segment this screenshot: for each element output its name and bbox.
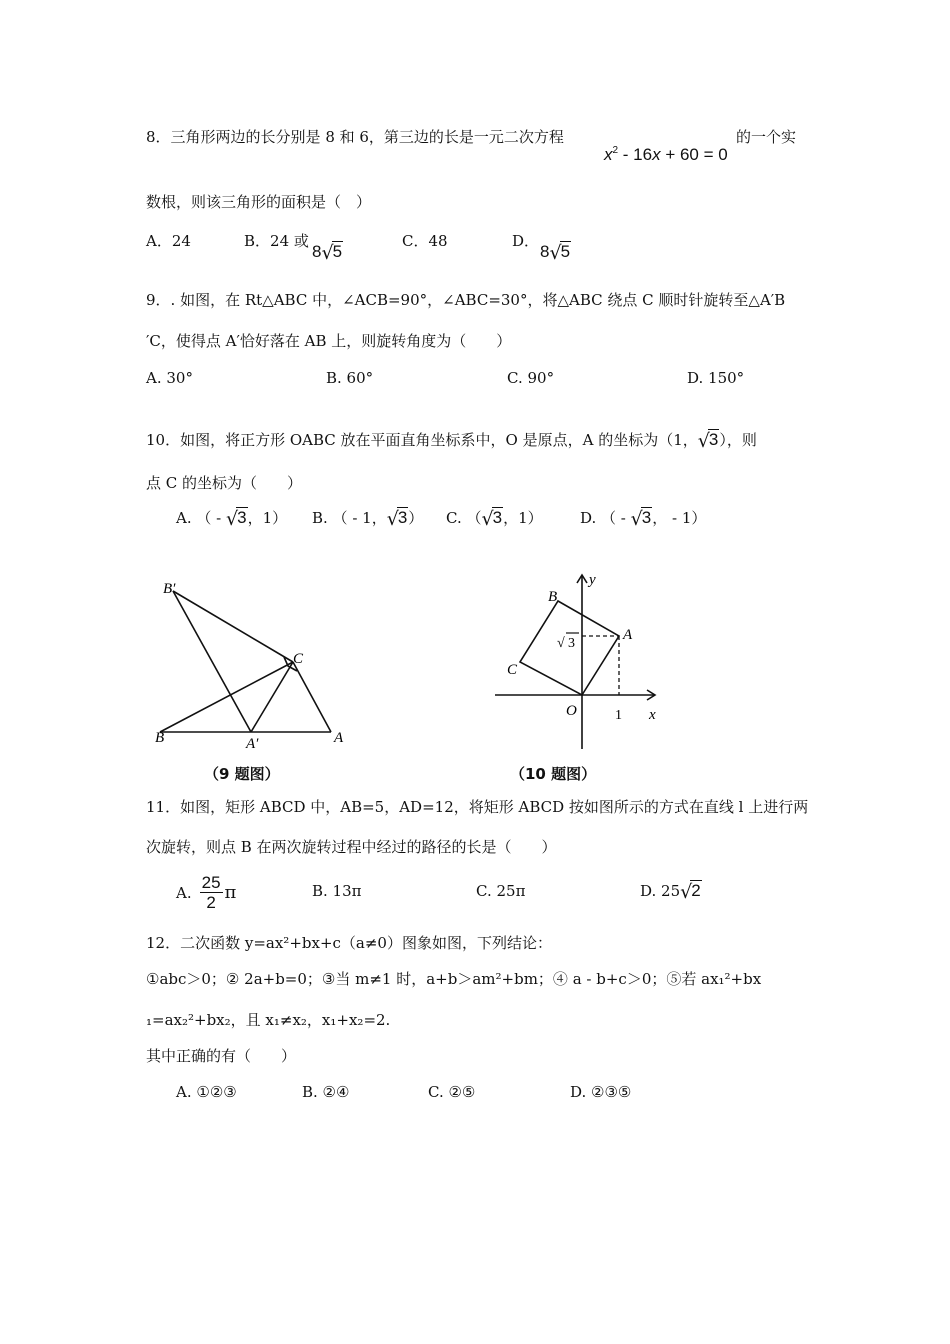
q8-option-b: B．24 或 [244, 232, 309, 250]
q8-option-d: D． [512, 232, 540, 250]
q10-line1: 10．如图，将正方形 OABC 放在平面直角坐标系中，O 是原点，A 的坐标为（1，√3），则 [146, 430, 757, 452]
fig10-label-c: C [507, 662, 518, 678]
fig9-line-b-c [160, 662, 293, 732]
q10-option-a: A. （ - √3，1） [176, 508, 288, 530]
fig9-caption: （9 题图） [204, 765, 280, 783]
fig9-label-a: A [334, 730, 344, 746]
q8-option-b-radical: 8√5 [312, 242, 343, 264]
fig10-label-a: A [623, 627, 633, 643]
fig9-label-c: C [293, 651, 304, 667]
fig10-label-1: 1 [615, 708, 622, 723]
q8-option-d-radical: 8√5 [540, 242, 571, 264]
fig9-label-aprime: A′ [246, 736, 259, 752]
q9-option-d: D. 150° [687, 369, 745, 387]
figure-10 [495, 567, 675, 752]
fig9-label-b: B [155, 730, 165, 746]
q11-line2: 次旋转，则点 B 在两次旋转过程中经过的路径的长是（ ） [146, 838, 557, 856]
fig10-sqrt-symbol: √ [557, 636, 565, 651]
q8-option-a: A．24 [146, 232, 191, 250]
q9-option-b: B. 60° [326, 369, 374, 387]
q10-line2: 点 C 的坐标为（ ） [146, 474, 303, 492]
q9-option-a: A. 30° [146, 369, 193, 387]
q9-line2: ′C，使得点 A′恰好落在 AB 上，则旋转角度为（ ） [146, 332, 512, 350]
fig9-line-bp-ap [173, 591, 251, 732]
q12-line2: ①abc＞0；② 2a+b=0；③当 m≠1 时，a+b＞am²+bm；④ a - b+c＞0；⑤若 ax₁²+bx [146, 970, 762, 988]
q10-option-d: D. （ - √3， - 1） [580, 508, 707, 530]
q12-option-c: C. ②⑤ [428, 1083, 476, 1101]
q8-option-c: C．48 [402, 232, 448, 250]
q12-option-a: A. ①②③ [176, 1083, 237, 1101]
q8-equation: $x^2 - 16x + 60 = 0$ [604, 145, 728, 164]
figure-9 [150, 575, 350, 755]
fig9-label-bprime: B′ [163, 581, 176, 597]
q12-line4: 其中正确的有（ ） [146, 1047, 297, 1065]
q11-option-b: B. 13π [312, 882, 362, 900]
fig10-label-o: O [566, 703, 577, 719]
fig10-label-y: y [589, 572, 596, 588]
fig10-label-b: B [548, 589, 558, 605]
q11-option-c: C. 25π [476, 882, 526, 900]
fig10-label-sqrt3: 3 [568, 636, 575, 651]
q12-line3: ₁=ax₂²+bx₂，且 x₁≠x₂，x₁+x₂=2. [146, 1011, 391, 1029]
q12-option-b: B. ②④ [302, 1083, 350, 1101]
q11-option-a: A. $\frac{25}{2}$ π [176, 873, 237, 912]
q8-text-a: 8．三角形两边的长分别是 8 和 6，第三边的长是一元二次方程 [146, 128, 564, 146]
q12-line1: 12．二次函数 y=ax²+bx+c（a≠0）图象如图，下列结论： [146, 934, 552, 952]
q12-option-d: D. ②③⑤ [570, 1083, 632, 1101]
q8-text-b: 的一个实 [736, 128, 797, 146]
q8-text-c: 数根，则该三角形的面积是（ ） [146, 193, 372, 211]
fig10-caption: （10 题图） [510, 765, 597, 783]
fig9-line-c-a [293, 662, 331, 732]
q11-line1: 11．如图，矩形 ABCD 中，AB=5，AD=12，将矩形 ABCD 按如图所示的方式在直线 l 上进行两 [146, 798, 809, 816]
fig10-label-x: x [649, 707, 656, 723]
q10-option-c: C. （√3，1） [446, 508, 543, 530]
fig9-line-bp-c [173, 591, 293, 662]
q9-line1: 9．. 如图，在 Rt△ABC 中，∠ACB=90°，∠ABC=30°，将△ABC 绕点 C 顺时针旋转至△A′B [146, 291, 786, 309]
q11-option-d: D. 25√2 [640, 881, 701, 903]
q8-line1 [146, 126, 564, 148]
q10-option-b: B. （ - 1，√3） [312, 508, 424, 530]
q11-option-a-fraction: $\frac{25}{2}$ [201, 873, 221, 912]
q9-option-c: C. 90° [507, 369, 555, 387]
